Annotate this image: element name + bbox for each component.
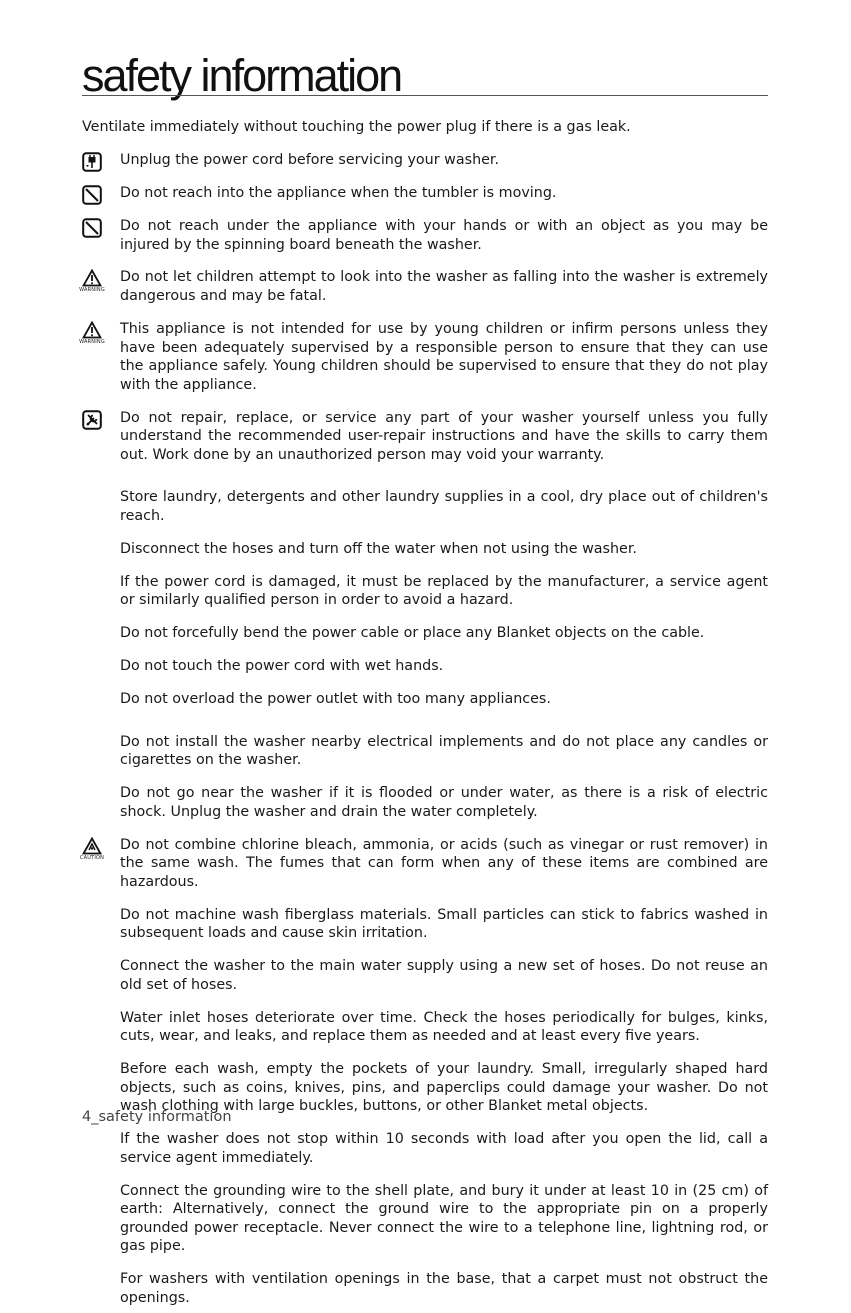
prohibited-icon (82, 185, 102, 205)
item-text: Do not repair, replace, or service any part of your washer yourself unless you fully understand the recommended user-repair instructions and have the skills to carry them out. Work done by an unauthorized person may void your warranty. (120, 409, 768, 463)
item-text: Do not touch the power cord with wet hands. (120, 658, 444, 675)
caution-label: CAUTION (79, 854, 105, 861)
list-item (82, 217, 768, 254)
list-item (82, 690, 768, 709)
item-text: Do not reach under the appliance with your hands or with an object as you may be injured by the spinning board beneath the washer. (120, 217, 768, 253)
item-text: This appliance is not intended for use by young children or infirm persons unless they have been adequately supervised by a responsible person to ensure that they can use the appliance safely. Young children should be supervised to ensure that they do not play with the appliance. (120, 320, 768, 393)
list-item (79, 320, 768, 394)
item-text: If the power cord is damaged, it must be replaced by the manufacturer, a service agent or similarly qualified person in order to avoid a hazard. (120, 573, 768, 609)
list-item (82, 1009, 768, 1046)
no-disassembly-icon (82, 410, 102, 430)
list-item (79, 836, 768, 892)
item-text: Water inlet hoses deteriorate over time. Check the hoses periodically for bulges, kinks, cuts, wear, and leaks, and replace them as needed and at least every five years. (120, 1009, 768, 1045)
list-item (82, 906, 768, 943)
item-text: Disconnect the hoses and turn off the water when not using the washer. (120, 540, 637, 557)
item-text: Before each wash, empty the pockets of your laundry. Small, irregularly shaped hard objects, such as coins, knives, pins, and paperclips could damage your washer. Do not wash clothing with large buckles, buttons, or other Blanket metal objects. (120, 1061, 768, 1115)
page-footer (82, 1109, 232, 1125)
list-item (82, 488, 768, 525)
list-item (82, 733, 768, 770)
warning-icon (79, 269, 105, 294)
list-item (82, 1182, 768, 1256)
item-text: Do not overload the power outlet with too many appliances. (120, 691, 551, 708)
list-item (82, 118, 768, 137)
title-divider (82, 95, 768, 96)
item-text: Store laundry, detergents and other laundry supplies in a cool, dry place out of children's reach. (120, 489, 768, 524)
item-text: If the washer does not stop within 10 seconds with load after you open the lid, call a service agent immediately. (120, 1131, 768, 1166)
item-text: For washers with ventilation openings in the base, that a carpet must not obstruct the openings. (120, 1271, 768, 1306)
item-text: Do not forcefully bend the power cable or place any Blanket objects on the cable. (120, 625, 705, 642)
list-item (82, 784, 768, 821)
footer-section: _safety information (91, 1109, 232, 1125)
warning-label: WARNING (79, 338, 105, 345)
item-text: Do not machine wash fiberglass materials. Small particles can stick to fabrics washed in subsequent loads and cause skin irritation. (120, 906, 768, 942)
warning-label: WARNING (79, 287, 105, 294)
unplug-icon (82, 152, 102, 172)
list-item (82, 573, 768, 610)
item-text: Do not install the washer nearby electrical implements and do not place any candles or cigarettes on the washer. (120, 733, 768, 769)
list-item (82, 1130, 768, 1167)
item-text: Connect the washer to the main water supply using a new set of hoses. Do not reuse an old set of hoses. (120, 958, 768, 993)
caution-icon (79, 837, 105, 861)
item-text: Ventilate immediately without touching the power plug if there is a gas leak. (82, 119, 631, 136)
list-item (82, 184, 768, 203)
list-item (82, 657, 768, 676)
item-text: Do not reach into the appliance when the tumbler is moving. (120, 185, 557, 202)
list-item (82, 540, 768, 559)
prohibited-icon (82, 218, 102, 238)
item-text: Do not let children attempt to look into the washer as falling into the washer is extremely dangerous and may be fatal. (120, 269, 768, 305)
list-item (82, 409, 768, 465)
safety-list (79, 104, 768, 1313)
list-item (79, 268, 768, 305)
item-text: Do not go near the washer if it is flooded or under water, as there is a risk of electric shock. Unplug the washer and drain the water completely. (120, 785, 768, 820)
list-item (82, 624, 768, 643)
item-text: Do not combine chlorine bleach, ammonia, or acids (such as vinegar or rust remover) in the same wash. The fumes that can form when any of these items are combined are hazardous. (120, 836, 768, 890)
page-number: 4 (82, 1109, 92, 1125)
item-text: Unplug the power cord before servicing your washer. (120, 152, 500, 169)
list-item (82, 957, 768, 994)
list-item (82, 1270, 768, 1307)
page-title: safety information (82, 50, 402, 101)
list-item (82, 151, 768, 170)
list-item (82, 1060, 768, 1116)
item-text: Connect the grounding wire to the shell plate, and bury it under at least 10 in (25 cm) of earth: Alternatively, connect the ground wire to the appropriate pin on a properly grounded power receptacle. Never connect the wire to a telephone line, lightning rod, or gas pipe. (120, 1182, 768, 1255)
warning-icon (79, 321, 105, 345)
